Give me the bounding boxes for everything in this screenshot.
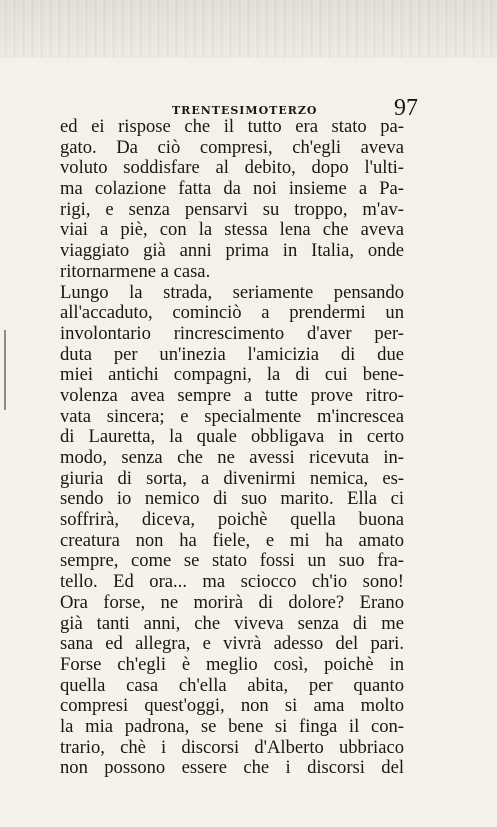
text-line: volenza avea sempre a tutte prove ritro-: [60, 384, 404, 406]
text-line: creatura non ha fiele, e mi ha amato: [60, 529, 404, 551]
text-line: sendo io nemico di suo marito. Ella ci: [60, 488, 404, 510]
text-line: la mia padrona, se bene si finga il con-: [60, 715, 404, 737]
text-line: all'accaduto, cominciò a prendermi un: [60, 302, 404, 324]
text-line: soffrirà, diceva, poichè quella buona: [60, 509, 404, 531]
body-text: [60, 117, 404, 779]
text-line: ed ei rispose che il tutto era stato pa-: [60, 116, 404, 137]
text-line: di Lauretta, la quale obbligava in certo: [60, 426, 404, 448]
text-line: quella casa ch'ella abita, per quanto: [60, 674, 404, 696]
running-head: [60, 95, 418, 121]
text-line: duta per un'inezia l'amicizia di due: [60, 343, 404, 365]
text-line: vata sincera; e specialmente m'increscea: [60, 405, 404, 427]
text-line: sempre, come se stato fossi un suo fra-: [60, 550, 404, 572]
text-line: ritornarmene a casa.: [60, 260, 211, 282]
chapter-header: TRENTESIMOTERZO: [172, 104, 318, 117]
text-line: tello. Ed ora... ma sciocco ch'io sono!: [60, 571, 404, 593]
text-line: involontario rincrescimento d'aver per-: [60, 322, 404, 344]
text-line: sana ed allegra, e vivrà adesso del pari.: [60, 633, 404, 655]
text-line: Forse ch'egli è meglio così, poichè in: [60, 653, 404, 675]
text-line: viai a piè, con la stessa lena che aveva: [60, 219, 404, 241]
text-line: Lungo la strada, seriamente pensando: [60, 281, 404, 303]
text-line: gato. Da ciò compresi, ch'egli aveva: [60, 136, 404, 158]
page-number: 97: [394, 95, 418, 121]
text-line: voluto soddisfare al debito, dopo l'ulti-: [60, 157, 404, 179]
text-line: non possono essere che i discorsi del: [60, 757, 404, 779]
text-line: ma colazione fatta da noi insieme a Pa-: [60, 178, 404, 200]
page-top-edge-texture: [0, 0, 497, 58]
text-line: Ora forse, ne morirà di dolore? Erano: [60, 591, 404, 613]
text-line: viaggiato già anni prima in Italia, onde: [60, 240, 404, 262]
binding-mark: [4, 330, 6, 410]
text-line: miei antichi compagni, la di cui bene-: [60, 364, 404, 386]
text-line: giuria di sorta, a divenirmi nemica, es-: [60, 467, 404, 489]
text-line: compresi quest'oggi, non si ama molto: [60, 695, 404, 717]
text-line: trario, chè i discorsi d'Alberto ubbriaco: [60, 736, 404, 758]
text-line: rigi, e senza pensarvi su troppo, m'av-: [60, 198, 404, 220]
text-line: modo, senza che ne avessi ricevuta in-: [60, 447, 404, 468]
text-line: già tanti anni, che viveva senza di me: [60, 612, 404, 634]
